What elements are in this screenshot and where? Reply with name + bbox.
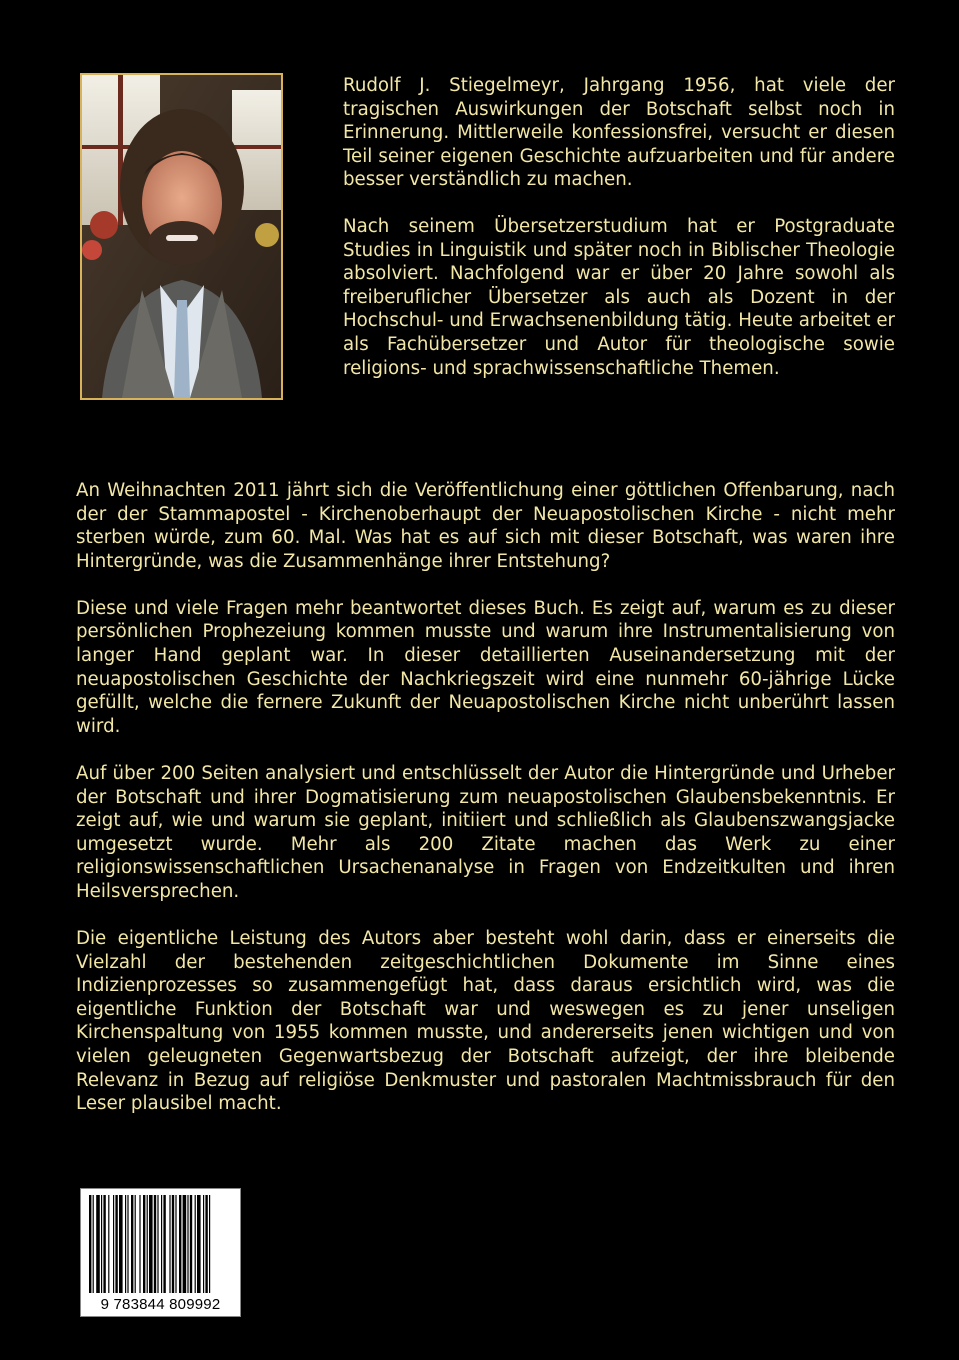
book-blurb	[76, 479, 895, 1139]
barcode-bars	[81, 1189, 240, 1297]
author-bio-paragraph-2: Nach seinem Übersetzerstudium hat er Postgraduate Studies in Linguistik und später noch in Biblischer Theologie absolviert. Nachfolgend war er über 20 Jahre sowohl als freiberuflicher Übersetzer als auch als Dozent in der Hochschul- und Erwachsenenbildung tätig. Heute arbeitet er als Fachübersetzer und Autor für theologische sowie religions- und sprachwissenschaftliche Themen.	[343, 215, 896, 379]
barcode-bar	[115, 1195, 117, 1293]
barcode-bar	[187, 1195, 188, 1293]
barcode-bar	[101, 1195, 102, 1293]
isbn-barcode	[80, 1188, 241, 1317]
barcode-bar	[195, 1195, 196, 1293]
barcode-bar	[113, 1195, 114, 1293]
barcode-bar	[143, 1195, 145, 1293]
barcode-bar	[108, 1195, 109, 1293]
barcode-bar	[205, 1195, 207, 1293]
barcode-bar	[139, 1195, 140, 1293]
barcode-bar	[197, 1195, 201, 1293]
barcode-bar	[161, 1195, 162, 1293]
barcode-bar	[93, 1195, 94, 1293]
barcode-bar	[125, 1195, 126, 1293]
author-bio-paragraph-1: Rudolf J. Stiegelmeyr, Jahrgang 1956, hat viele der tragischen Auswirkungen der Botschaft selbst noch in Erinnerung. Mittlerweile konfessionsfrei, versucht er diesen Teil seiner eigenen Geschichte aufzuarbeiten und für andere besser verständlich zu machen.	[343, 75, 895, 191]
barcode-bar	[135, 1195, 136, 1293]
barcode-bar	[103, 1195, 105, 1293]
barcode-bar	[183, 1195, 187, 1293]
barcode-bar	[163, 1195, 165, 1293]
barcode-bar	[127, 1195, 128, 1293]
author-bio	[343, 74, 895, 403]
barcode-bar	[147, 1195, 148, 1293]
blurb-paragraph-3: Auf über 200 Seiten analysiert und entschlüsselt der Autor die Hintergründe und Urheber der Botschaft und ihrer Dogmatisierung zum neuapostolischen Glaubensbekenntnis. Er zeigt auf, wie und warum sie geplant, initiiert und schließlich als Glaubenszwangsjacke umgesetzt wurde. Mehr als 200 Zitate machen das Werk zu einer religionswissenschaftlichen Ursachenanalyse in Fragen von Endzeitkulten und ihren Heilsversprechen.	[76, 762, 895, 902]
barcode-bar	[203, 1195, 204, 1293]
barcode-bar	[157, 1195, 158, 1293]
barcode-bar	[175, 1195, 176, 1293]
isbn-digits: 9 783844 809992	[100, 1296, 221, 1313]
author-photo	[80, 73, 283, 400]
barcode-bar	[179, 1195, 181, 1293]
barcode-bar	[119, 1195, 123, 1293]
barcode-bar	[154, 1195, 156, 1293]
blurb-paragraph-2: Diese und viele Fragen mehr beantwortet dieses Buch. Es zeigt auf, warum es zu dieser persönlichen Prophezeiung kommen musste und warum ihre Instrumentalisierung von langer Hand geplant war. In dieser detaillierten Auseinandersetzung mit der neuapostolischen Geschichte der Nachkriegszeit wird eine nunmehr 60-jährige Lücke gefüllt, welche die fernere Zukunft der Neuapostolischen Kirche nicht unberührt lassen wird.	[76, 597, 895, 737]
barcode-bar	[172, 1195, 174, 1293]
blurb-paragraph-1: An Weihnachten 2011 jährt sich die Veröffentlichung einer göttlichen Offenbarung, nach der der Stammapostel - Kirchenoberhaupt der Neuapostolischen Kirche - nicht mehr sterben würde, zum 60. Mal. Was hat es auf sich mit dieser Botschaft, was waren ihre Hintergründe, was die Zusammenhänge ihrer Entstehung?	[76, 480, 895, 572]
author-portrait-image	[82, 75, 281, 398]
barcode-bar	[190, 1195, 192, 1293]
barcode-bar	[209, 1195, 210, 1293]
barcode-bar	[96, 1195, 100, 1293]
barcode-bar	[169, 1195, 170, 1293]
blurb-paragraph-4: Die eigentliche Leistung des Autors aber besteht wohl darin, dass er einerseits die Vielzahl der bestehenden zeitgeschichtlichen Dokumente im Sinne eines Indizienprozesses so zusammengefügt hat, dass daraus ersichtlich wird, was die eigentliche Funktion der Botschaft war und weswegen es zu jener unseligen Kirchenspaltung von 1955 kommen musste, und andererseits jenen wichtigen und von vielen geleugneten Gegenwartsbezug der Botschaft aufzeigt, der ihre bleibende Relevanz in Bezug auf religiöse Denkmuster und pastoralen Machtmissbrauch für den Leser plausibel macht.	[76, 928, 895, 1115]
barcode-bar	[131, 1195, 133, 1293]
barcode-bar	[149, 1195, 153, 1293]
barcode-bar	[89, 1195, 91, 1293]
